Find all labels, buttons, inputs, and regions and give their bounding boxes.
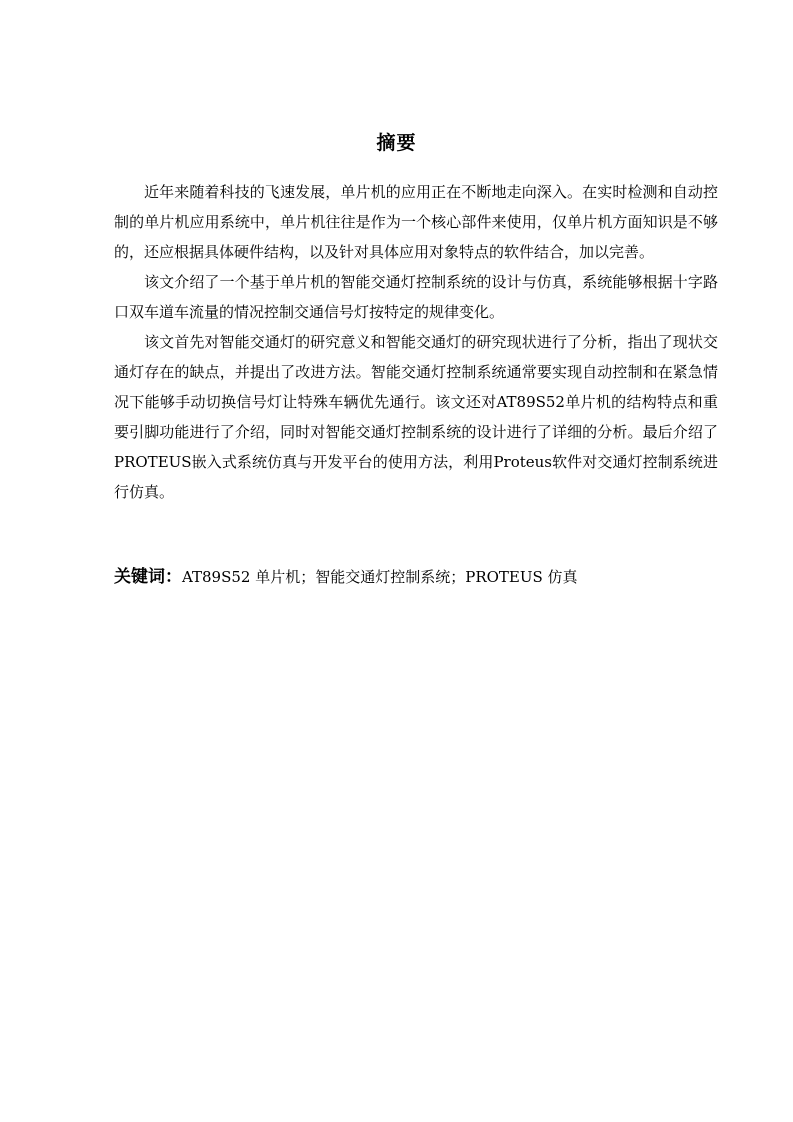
keywords-label: 关键词： xyxy=(114,567,182,587)
abstract-body xyxy=(114,177,718,507)
keywords-text: AT89S52 单片机；智能交通灯控制系统；PROTEUS 仿真 xyxy=(182,568,578,586)
abstract-paragraph-2: 该文介绍了一个基于单片机的智能交通灯控制系统的设计与仿真，系统能够根据十字路口双车道车流量的情况控制交通信号灯按特定的规律变化。 xyxy=(114,273,718,321)
keywords-line xyxy=(114,562,718,592)
abstract-paragraph-3: 该文首先对智能交通灯的研究意义和智能交通灯的研究现状进行了分析，指出了现状交通灯存在的缺点，并提出了改进方法。智能交通灯控制系统通常要实现自动控制和在紧急情况下能够手动切换信号灯让特殊车辆优先通行。该文还对AT89S52单片机的结构特点和重要引脚功能进行了介绍，同时对智能交通灯控制系统的设计进行了详细的分析。最后介绍了PROTEUS嵌入式系统仿真与开发平台的使用方法，利用Proteus软件对交通灯控制系统进行仿真。 xyxy=(114,333,718,501)
abstract-paragraph-1: 近年来随着科技的飞速发展，单片机的应用正在不断地走向深入。在实时检测和自动控制的单片机应用系统中，单片机往往是作为一个核心部件来使用，仅单片机方面知识是不够的，还应根据具体硬件结构，以及针对具体应用对象特点的软件结合，加以完善。 xyxy=(114,183,718,261)
abstract-title: 摘要 xyxy=(376,132,417,154)
